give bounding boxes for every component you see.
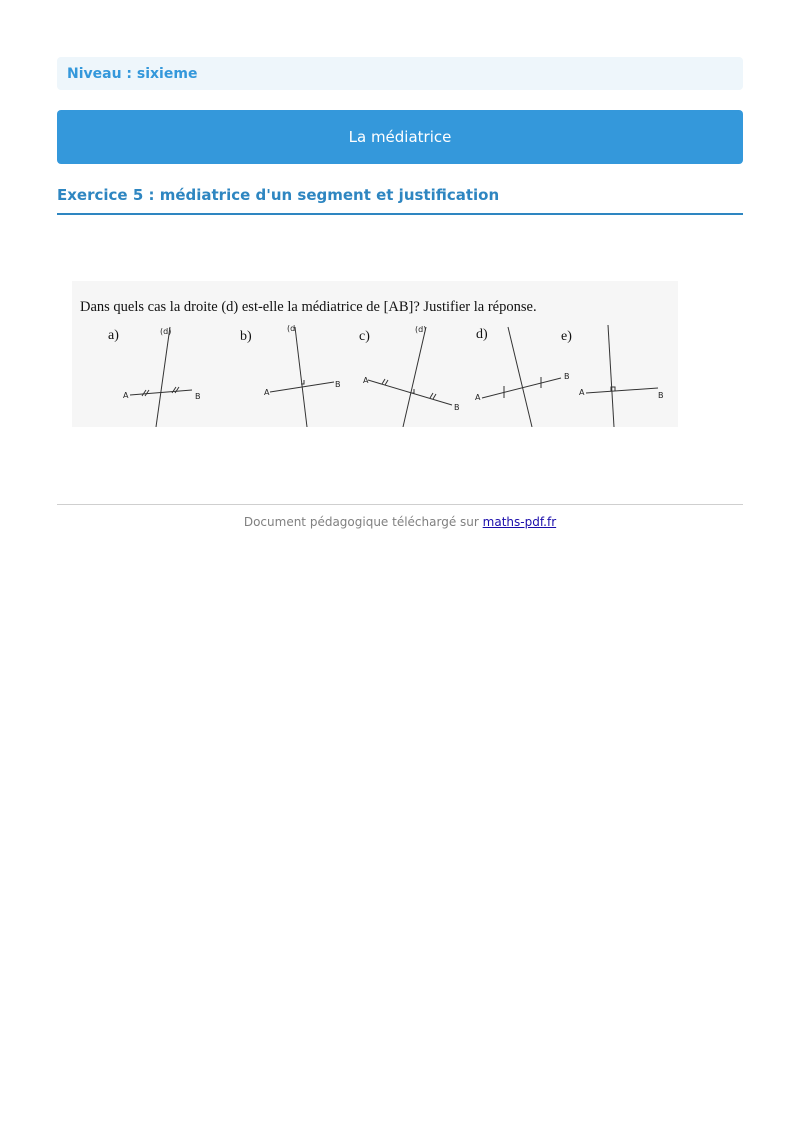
case-b-label: b) [240,329,252,344]
level-label: Niveau : sixieme [67,65,198,82]
level-banner [57,57,743,90]
case-b-point-a: A [264,388,270,397]
case-e-point-b: B [658,391,664,400]
case-c-point-b: B [454,403,460,412]
case-a-line-label: (d) [160,327,172,336]
case-d-point-a: A [475,393,481,402]
case-e-point-a: A [579,388,585,397]
exercise-title: Exercice 5 : médiatrice d'un segment et justification [57,186,500,204]
case-a-point-a: A [123,391,129,400]
figure-question: Dans quels cas la droite (d) est-elle la médiatrice de [AB]? Justifier la réponse. [80,299,537,315]
exercise-heading [57,185,743,215]
case-e-label: e) [561,329,572,344]
case-a-label: a) [108,328,119,343]
case-b-line-label: (d [287,324,296,333]
footer-text: Document pédagogique téléchargé sur [243,515,479,529]
case-b-point-b: B [335,380,341,389]
footer-divider [57,504,743,505]
case-c-point-a: A [363,376,369,385]
case-c-line-label: (d) [415,325,427,334]
footer [57,515,743,529]
page-title: La médiatrice [348,128,452,146]
page-title-banner [57,110,743,164]
footer-link[interactable]: maths-pdf.fr [482,515,557,529]
case-a-point-b: B [195,392,201,401]
exercise-figure [72,281,678,427]
case-d-label: d) [476,327,488,342]
case-c-label: c) [359,329,370,344]
case-d-point-b: B [564,372,570,381]
